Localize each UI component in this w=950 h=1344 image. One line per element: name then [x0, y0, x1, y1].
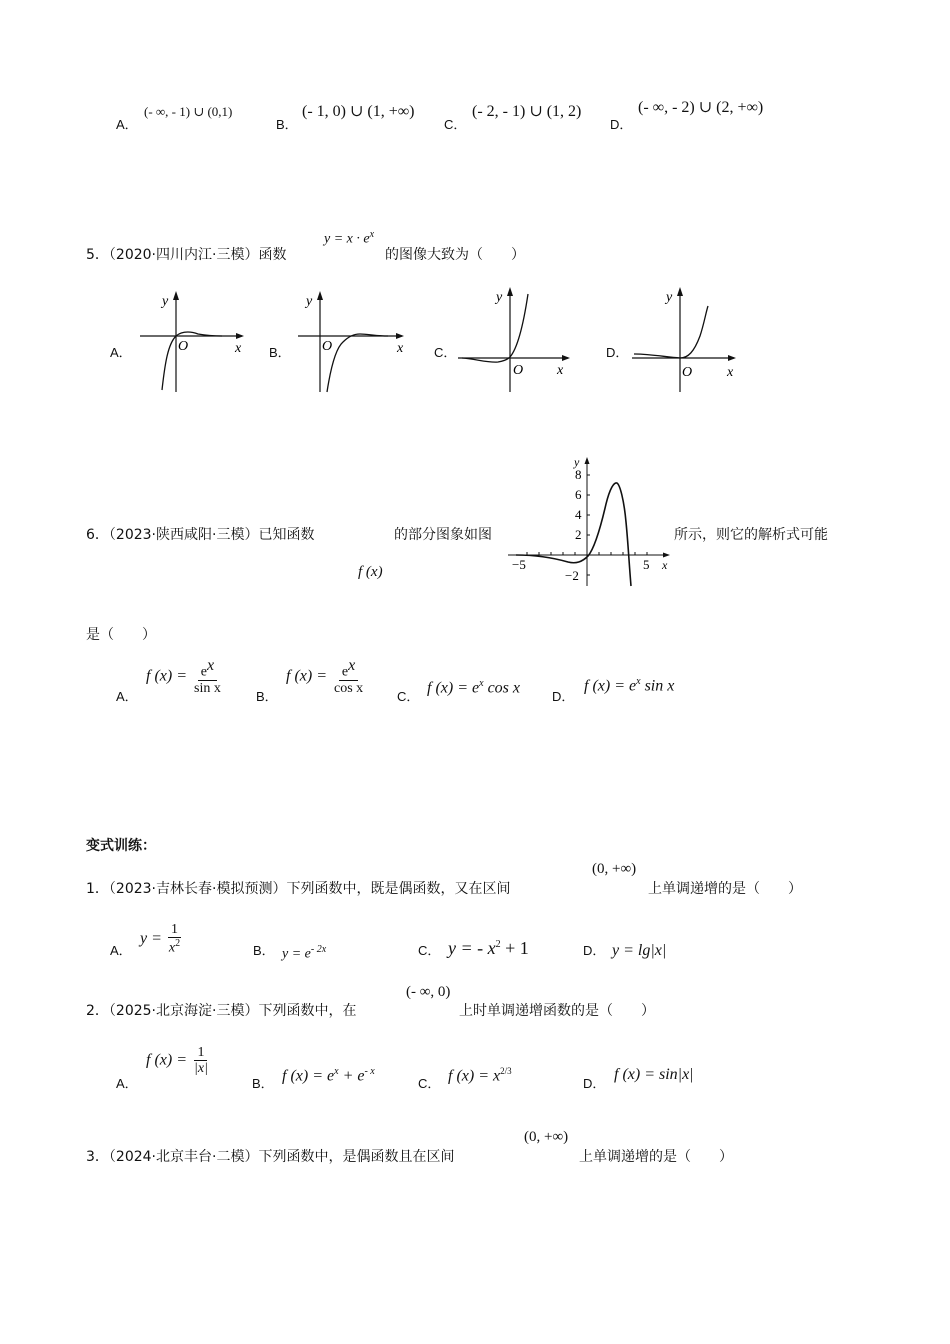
q5b-curve — [327, 334, 388, 392]
v1-option-a-expr — [140, 922, 183, 956]
q5-graph-a — [138, 288, 250, 396]
q5d-origin: O — [682, 365, 693, 380]
v1b-exp: - 2x — [310, 944, 327, 955]
q4-option-d-label: D． — [610, 117, 633, 132]
q5-function — [324, 229, 374, 248]
v1-option-d-label: D． — [583, 943, 606, 958]
q6-mid: 的部分图象如图 — [394, 527, 492, 543]
q6-question — [86, 524, 314, 544]
q6-number: 6． — [86, 527, 109, 543]
q6b-num: e — [341, 664, 349, 680]
v3-tail: 上单调递增的是（ ） — [579, 1149, 733, 1165]
arrow-up-icon — [317, 291, 323, 300]
v2-interval: (- ∞, 0) — [406, 984, 451, 1000]
v1c-rest: + 1 — [500, 938, 529, 958]
q5b-axis-y: y — [306, 294, 313, 309]
q4-option-a-expr: (- ∞, - 1) ∪ (0,1) — [144, 104, 233, 119]
v2-number: 2． — [86, 1003, 109, 1019]
q5a-axis-x: x — [235, 341, 242, 356]
q5-graph-d — [630, 284, 742, 396]
v2-option-b-expr — [282, 1066, 375, 1085]
v1-option-b-expr — [282, 944, 326, 963]
q5-question — [86, 244, 286, 264]
q5b-axis-x: x — [397, 341, 404, 356]
q5d-axis-x: x — [727, 365, 734, 380]
v2b-lhs: f (x) = e — [282, 1067, 335, 1085]
q5-graph-b — [296, 288, 412, 396]
v2-source: （2025·北京海淀·三模）下列函数中，在 — [108, 1003, 357, 1019]
q6a-num-exp: x — [206, 657, 215, 674]
q6c-lhs: f (x) = e — [427, 679, 480, 697]
arrow-right-icon — [236, 333, 244, 339]
q6-option-d-expr — [584, 676, 674, 695]
v1-option-c-label: C． — [418, 943, 441, 958]
q6-option-d-label: D． — [552, 689, 575, 704]
q5-source: （2020·四川内江·三模）函数 — [108, 247, 287, 263]
v2b-exp2: - x — [364, 1066, 375, 1077]
v2-option-d-label: D． — [583, 1076, 606, 1091]
q6-option-a-label: A． — [116, 689, 138, 704]
q6b-lhs: f (x) = — [286, 667, 327, 685]
q5-tail: 的图像大致为（ ） — [385, 247, 525, 263]
q5c-axis-y: y — [496, 290, 503, 305]
v2a-fraction — [191, 1045, 211, 1077]
v2-option-c-label: C． — [418, 1076, 441, 1091]
q5-option-c-label: C． — [434, 345, 457, 360]
v1-option-d-expr: y = lg|x| — [612, 942, 667, 959]
q6-ytick-6: 6 — [575, 487, 582, 502]
v2-question — [86, 1000, 356, 1020]
v2-option-c-expr — [448, 1066, 512, 1085]
q5-option-b-label: B． — [269, 345, 291, 360]
q5a-axis-y: y — [162, 294, 169, 309]
q6-graph — [506, 452, 676, 590]
v1a-lhs: y = — [140, 929, 162, 947]
v3-source: （2024·北京丰台·二模）下列函数中，是偶函数且在区间 — [108, 1149, 455, 1165]
q4-option-d-expr: (- ∞, - 2) ∪ (2, +∞) — [638, 99, 764, 116]
q5-number: 5． — [86, 247, 109, 263]
v2-option-a-expr — [146, 1045, 211, 1077]
q5a-origin: O — [178, 339, 189, 354]
q6a-lhs: f (x) = — [146, 667, 187, 685]
v2c-exp: 2/3 — [500, 1066, 512, 1076]
v2-option-d-expr: f (x) = sin|x| — [614, 1066, 694, 1083]
arrow-right-icon — [562, 355, 570, 361]
q5c-curve — [462, 294, 528, 362]
q5-option-d-label: D． — [606, 345, 629, 360]
v2a-den: |x| — [194, 1061, 208, 1077]
v1-option-c-expr — [448, 938, 529, 959]
v1b-lhs: y = e — [282, 946, 311, 962]
v1-option-a-label: A． — [110, 943, 132, 958]
v1-number: 1． — [86, 881, 109, 897]
q6-line2: 是（ ） — [86, 627, 156, 643]
arrow-right-icon — [728, 355, 736, 361]
section-title: 变式训练： — [86, 838, 156, 854]
v3-number: 3． — [86, 1149, 109, 1165]
q6d-exp: x — [636, 676, 641, 687]
v2-option-b-label: B． — [252, 1076, 274, 1091]
q6c-exp: x — [479, 678, 484, 689]
q6b-num-exp: x — [348, 657, 356, 674]
q5-func-exp: x — [369, 229, 375, 240]
q5-option-a-label: A． — [110, 345, 132, 360]
q6-ytick-2: 2 — [575, 527, 582, 542]
v2a-lhs: f (x) = — [146, 1051, 187, 1069]
q6-tail: 所示，则它的解析式可能 — [674, 527, 828, 543]
q6-axis-y: y — [574, 455, 580, 469]
q6d-lhs: f (x) = e — [584, 677, 637, 695]
q6-xtick-5: 5 — [643, 557, 650, 572]
v2-option-a-label: A． — [116, 1076, 138, 1091]
arrow-up-icon — [507, 287, 513, 296]
q5d-axis-y: y — [666, 290, 673, 305]
v2b-mid: + e — [338, 1067, 365, 1085]
v1a-fraction — [166, 922, 183, 956]
q6-option-c-label: C． — [397, 689, 420, 704]
v1-tail: 上单调递增的是（ ） — [648, 881, 802, 897]
q6b-den: cos x — [334, 681, 364, 697]
q6-option-c-expr — [427, 678, 520, 697]
q6a-den: sin x — [194, 681, 221, 697]
q6-option-b-expr — [286, 657, 366, 696]
v1a-num: 1 — [168, 922, 181, 938]
v2a-num: 1 — [194, 1045, 207, 1061]
q5a-curve — [162, 332, 222, 390]
v1-option-b-label: B． — [253, 943, 275, 958]
q6a-num: e — [200, 664, 207, 680]
arrow-up-icon — [585, 457, 590, 464]
q6c-rest: cos x — [483, 679, 520, 697]
q6-ytick-4: 4 — [575, 507, 582, 522]
q6a-fraction — [191, 657, 224, 696]
q4-option-a-label: A． — [116, 117, 138, 132]
arrow-right-icon — [396, 333, 404, 339]
v1-question — [86, 878, 510, 898]
q5c-origin: O — [513, 363, 524, 378]
q5c-axis-x: x — [557, 363, 564, 378]
q6-axis-x: x — [662, 558, 668, 572]
arrow-up-icon — [677, 287, 683, 296]
v2c-lhs: f (x) = x — [448, 1067, 501, 1085]
v1c-lhs: y = - x — [448, 938, 496, 958]
arrow-right-icon — [663, 553, 670, 558]
q5b-origin: O — [322, 339, 333, 354]
v2-tail: 上时单调递增函数的是（ ） — [459, 1003, 655, 1019]
v1a-den: x — [168, 941, 176, 957]
q5d-curve — [634, 306, 708, 358]
q6-option-a-expr — [146, 657, 224, 696]
v1-interval: (0, +∞) — [592, 861, 637, 877]
v3-interval: (0, +∞) — [524, 1129, 569, 1145]
q4-option-b-label: B． — [276, 117, 298, 132]
q6-option-b-label: B． — [256, 689, 278, 704]
q6-xtick-neg5: −5 — [512, 557, 526, 572]
q6-source: （2023·陕西咸阳·三模）已知函数 — [108, 527, 315, 543]
v1-source: （2023·吉林长春·模拟预测）下列函数中，既是偶函数，又在区间 — [108, 881, 511, 897]
q6-ytick-neg2: −2 — [565, 568, 579, 583]
q5-graph-c — [456, 284, 576, 396]
v2b-exp: x — [334, 1066, 339, 1077]
q4-option-c-label: C． — [444, 117, 467, 132]
v1a-den-exp: 2 — [175, 938, 181, 950]
v3-question — [86, 1146, 454, 1166]
q6-ytick-8: 8 — [575, 467, 582, 482]
v1c-exp: 2 — [495, 939, 501, 950]
arrow-up-icon — [173, 291, 179, 300]
q6d-rest: sin x — [640, 677, 675, 695]
q4-option-c-expr: (- 2, - 1) ∪ (1, 2) — [472, 103, 582, 120]
q5-func: y = x · e — [324, 231, 370, 247]
q4-option-b-expr: (- 1, 0) ∪ (1, +∞) — [302, 103, 415, 120]
q6b-fraction — [331, 657, 366, 696]
q6-func: f (x) — [358, 564, 383, 580]
